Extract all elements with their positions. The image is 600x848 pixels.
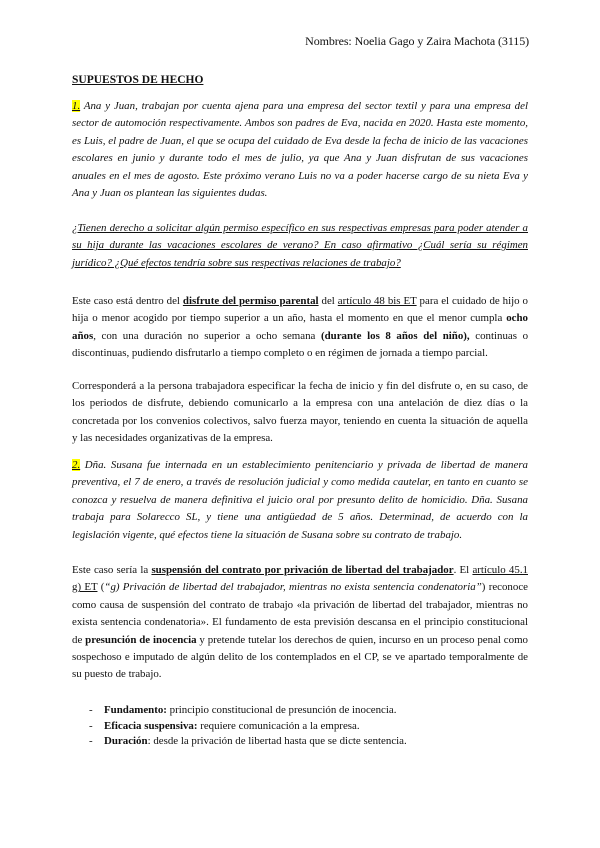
article-reference: artículo 48 bis ET xyxy=(337,295,417,307)
answer-highlight: suspensión del contrato por privación de libertad del trabajador xyxy=(151,564,454,576)
list-item-text: requiere comunicación a la empresa. xyxy=(197,719,360,732)
answer-text: Este caso está dentro del xyxy=(72,295,183,307)
answer-bold: (durante los 8 años del niño), xyxy=(320,329,470,342)
case-1-answer-notice: Corresponderá a la persona trabajadora especificar la fecha de inicio y fin del disfrute o, en su caso, de los periodos de disfrute, debiendo comunicarlo a la empresa con una antelación de diez días o la concretada por los convenios colectivos, salvo fuerza mayor, teniendo en cuenta la situación de aquella y las necesidades organizativas de la empresa. xyxy=(72,380,528,445)
case-2-summary-list xyxy=(72,703,528,750)
case-1-statement-text: Ana y Juan, trabajan por cuenta ajena para una empresa del sector textil y para una empresa del sector de automoción respectivamente. Ambos son padres de Eva, nacida en 2020. Hasta este momento, es Luis, el padre de Juan, el que se ocupa del cuidado de Eva desde la fecha de inicio de las vacaciones escolares en junio y durante todo el mes de julio, ya que Ana y Juan disfrutan de sus vacaciones anuales en el mes de agosto. Este próximo verano Luis no va a poder hacerse cargo de su nieta Eva y Ana y Juan os plantean las siguientes dudas. xyxy=(72,100,528,200)
list-item-label: Eficacia suspensiva: xyxy=(104,719,198,732)
answer-text: y pretende tutelar los derechos de quien, incurso en un proceso penal como sospechoso e imputado de algún delito de los contemplados en el CP, se ve apartado temporalmente de su puesto de trabajo. xyxy=(72,633,528,681)
answer-text: para el cuidado de hijo o hija o menor acogido por tiempo superior a un año, hasta el momento en que el menor cumpla xyxy=(72,295,528,325)
answer-text: continuas o discontinuas, pudiendo disfrutarlo a tiempo completo o en régimen de jornada a tiempo parcial. xyxy=(72,329,529,360)
case-1-question: ¿Tienen derecho a solicitar algún permiso específico en sus respectivas empresas para poder atender a su hija durante las vacaciones escolares de verano? En caso afirmativo ¿Cuál sería su régimen jurídico? ¿Qué efectos tendría sobre sus respectivas relaciones de trabajo? xyxy=(72,222,528,269)
article-reference: artículo 45.1 g) ET xyxy=(72,564,528,594)
list-item-text: principio constitucional de presunción de inocencia. xyxy=(166,704,397,716)
list-item: - Fundamento: principio constitucional de presunción de inocencia. xyxy=(89,704,397,716)
case-1-number: 1. xyxy=(72,100,81,112)
list-item-text: : desde la privación de libertad hasta que se dicte sentencia. xyxy=(147,735,407,747)
list-item-label: Duración xyxy=(104,735,148,747)
answer-text: , con una duración no superior a ocho semana xyxy=(93,329,321,342)
answer-bold: presunción de inocencia xyxy=(85,633,197,646)
case-2-number: 2. xyxy=(72,459,81,471)
author-header: Nombres: Noelia Gago y Zaira Machota (3115) xyxy=(305,34,529,48)
answer-text: ( xyxy=(97,581,105,594)
answer-bold: ocho años xyxy=(72,312,528,342)
answer-text: del xyxy=(318,295,338,307)
answer-highlight: disfrute del permiso parental xyxy=(182,295,319,307)
case-1-statement xyxy=(72,98,528,202)
article-quote: “g) Privación de libertad del trabajador, mientras no exista sentencia condenatoria” xyxy=(104,581,482,594)
case-2-answer xyxy=(72,562,528,684)
answer-text: Este caso sería la xyxy=(72,564,152,576)
page-title: SUPUESTOS DE HECHO xyxy=(72,74,204,86)
case-2-statement xyxy=(72,457,528,544)
case-1-answer xyxy=(72,293,528,363)
list-item-label: Fundamento: xyxy=(104,704,167,716)
list-item: - Eficacia suspensiva: requiere comunicación a la empresa. xyxy=(89,719,360,732)
answer-text: . El xyxy=(453,564,473,576)
answer-text: ) reconoce como causa de suspensión del contrato de trabajo «la privación de libertad del trabajador, mientras no exista sentencia condenatoria». El fundamento de esta previsión descansa en el principio constitucional de xyxy=(72,581,528,646)
case-2-statement-text: Dña. Susana fue internada en un establecimiento penitenciario y privada de libertad de manera preventiva, el 7 de enero, a través de resolución judicial y como medida cautelar, en tanto en cuanto se conozca y resuelva de manera definitiva el juicio oral por presunto delito de homicidio. Dña. Susana trabaja para Solarecco SL, y tiene una antigüedad de 5 años. Determinad, de acuerdo con la legislación vigente, qué efectos tiene la situación de Susana sobre su contrato de trabajo. xyxy=(72,459,528,541)
list-item: - Duración: desde la privación de libertad hasta que se dicte sentencia. xyxy=(89,735,407,747)
